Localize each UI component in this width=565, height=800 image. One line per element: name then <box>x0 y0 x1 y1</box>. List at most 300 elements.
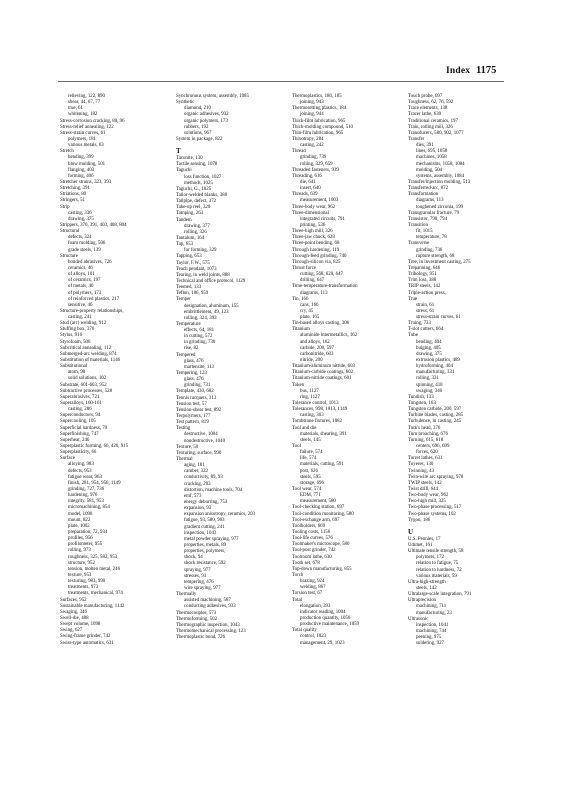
index-subentry: printing, 536 <box>300 222 326 228</box>
index-subentry: stress-strain curves, 61 <box>416 315 461 321</box>
index-subentry: defects, 324 <box>68 235 92 241</box>
index-subentry: cry, 45 <box>300 308 314 314</box>
index-entry: Template, 430, 682 <box>176 389 214 395</box>
index-subentry: cans, 166 <box>300 302 319 308</box>
index-entry: Striations, 80 <box>60 192 87 198</box>
index-entry: Tension-shear test, 892 <box>176 407 222 413</box>
index-subentry: glass, 476 <box>184 377 204 383</box>
index-subentry: bonded abrasives, 726 <box>68 259 112 265</box>
index-entry: Trim loss, 388 <box>408 278 437 284</box>
index-entry: Total <box>292 597 302 603</box>
index-entry: Tailpipe, defect, 372 <box>176 199 217 205</box>
index-subentry: relation to fatigue, 75 <box>416 561 459 567</box>
index-subentry: alloying, 983 <box>68 462 94 468</box>
index-subentry: camber, 322 <box>184 469 208 475</box>
index-subentry: carbide, 200, 597 <box>300 345 334 351</box>
index-subentry: rubbers, 192 <box>184 124 209 130</box>
index-entry: Thermally <box>176 592 197 598</box>
index-entry: Structure-property relationships, <box>60 308 124 314</box>
index-subentry: bending, 404 <box>416 339 442 345</box>
index-subentry: post, 626 <box>300 468 318 474</box>
index-subentry: stress, 61 <box>416 308 435 314</box>
index-subentry: fatigue wear, 963 <box>68 474 102 480</box>
index-entry: Tooth set, 678 <box>292 560 320 566</box>
index-entry: Threaded fasteners, 939 <box>292 167 339 173</box>
index-subentry: machining, 711 <box>416 604 447 610</box>
index-entry: Udimet, 161 <box>408 542 433 548</box>
index-subentry: soldering, 927 <box>416 641 444 647</box>
index-entry: Thermoforming, 502 <box>176 616 218 622</box>
index-subentry: polymers, 181 <box>68 136 96 142</box>
index-entry: Turret lathes, 631 <box>408 456 443 462</box>
index-entry: Trepanning, 646 <box>408 265 441 271</box>
index-subentry: designation, aluminum, 155 <box>184 303 239 309</box>
index-entry: Three-body wear, 962 <box>292 204 336 210</box>
index-subentry: relieving, 122, 890 <box>68 94 105 99</box>
index-entry: Toolroom lathe, 630 <box>292 554 332 560</box>
index-entry: Truing, 733 <box>408 321 431 327</box>
index-entry: Superconductors, 94 <box>60 413 101 419</box>
index-subentry: temperature, 78 <box>416 235 447 241</box>
index-subentry: lines, 695, 1058 <box>416 149 448 155</box>
index-entry: Structure <box>60 253 78 259</box>
index-entry: Superficial hardness, 70 <box>60 425 108 431</box>
index-entry: Train, rolling mill, 326 <box>408 124 453 130</box>
index-entry: Tolerance control, 1013 <box>292 401 339 407</box>
index-subentry: wire spraying, 977 <box>184 585 221 591</box>
index-entry: Transfer/injection molding, 513 <box>408 179 471 185</box>
index-entry: Stringers, 51 <box>60 198 85 204</box>
index-subentry: micromachining, 854 <box>68 505 110 511</box>
index-entry: Surface <box>60 456 75 462</box>
index-entry: TRIP steels, 142 <box>408 284 441 290</box>
index-entry: Tool-checking station, 697 <box>292 505 345 511</box>
index-subentry: carbonitride, 603 <box>300 351 334 357</box>
index-entry: Superheat, 246 <box>60 437 90 443</box>
index-subentry: cracking, 203 <box>184 481 211 487</box>
header-title: Index <box>446 66 471 76</box>
index-entry: Transformation <box>408 192 439 198</box>
index-entry: Tool-post grinder, 742 <box>292 548 336 554</box>
index-subentry: grinding, 736 <box>416 247 443 253</box>
index-subentry: relation to hardness, 72 <box>416 567 462 573</box>
index-entry: Thermoplastic bond, 726 <box>176 635 226 641</box>
index-subentry: strain, 61 <box>416 302 435 308</box>
index-subentry: various materials, 59 <box>416 573 457 579</box>
index-entry: Transgranular fracture, 79 <box>408 210 460 216</box>
index-entry: Thixotropy, 284 <box>292 136 324 142</box>
index-subentry: atom, 98 <box>68 370 86 376</box>
index-entry: Titanium-carbide coatings, 602 <box>292 370 354 376</box>
index-subentry: casting, 242 <box>300 143 324 149</box>
index-entry: Two-phase processing, 517 <box>408 505 462 511</box>
index-entry: Subcritical annealing, 112 <box>60 345 112 351</box>
index-subentry: life, 574 <box>300 456 317 462</box>
index-subentry: indicator reading, 1004 <box>300 609 346 615</box>
index-entry: Torch <box>292 572 304 578</box>
index-subentry: elongation, 393 <box>300 603 331 609</box>
index-subentry: structure, 952 <box>68 560 95 566</box>
index-entry: Swaging, 346 <box>60 609 87 615</box>
index-subentry: cutting, 568, 620, 647 <box>300 272 343 278</box>
index-subentry: EDM, 771 <box>300 493 321 499</box>
index-subentry: rolling, 973 <box>68 548 91 554</box>
index-entry: Tamping, 263 <box>176 211 204 217</box>
index-entry: Subtractive processes, 528 <box>60 388 113 394</box>
index-entry: Stretcher strains, 323, 393 <box>60 179 112 185</box>
index-subentry: tempering, 476 <box>184 579 214 585</box>
index-entry: Stress-relief annealing, 122 <box>60 124 114 130</box>
index-entry: Superalloys, 160-161 <box>60 401 102 407</box>
index-subentry: materials, shearing, 391 <box>300 431 347 437</box>
index-entry: Tuyeres, 130 <box>408 462 434 468</box>
index-subentry: steels, 142 <box>416 585 437 591</box>
index-entry: Swing, 627 <box>60 628 83 634</box>
index-entry: Tool-condition monitoring, 580 <box>292 511 354 517</box>
index-entry: Stretching, 391 <box>60 186 90 192</box>
index-subentry: for forming, 329 <box>184 248 217 254</box>
index-subentry: rise, 82 <box>184 346 199 352</box>
index-entry: Turbine blades, casting, 285 <box>408 413 464 419</box>
index-subentry: gradient cutting, 241 <box>184 524 225 530</box>
index-subentry: defects, 953 <box>68 468 92 474</box>
index-subentry: drawing, 377 <box>184 223 210 229</box>
index-entry: Through-feed grinding, 740 <box>292 253 347 259</box>
index-entry: Tempered <box>176 352 196 358</box>
index-subentry: joining, 943 <box>300 100 324 106</box>
index-subentry: mount, 822 <box>68 517 91 523</box>
index-entry: Styrofoam, 506 <box>60 339 91 345</box>
index-entry: Tungsten carbide, 200, 597 <box>408 407 462 413</box>
index-subentry: swaging, 346 <box>416 388 443 394</box>
index-subentry: properties, polymers, <box>184 549 226 555</box>
index-entry: Tungsten, 163 <box>408 401 436 407</box>
index-subentry: extrusion plastics, 489 <box>416 358 460 364</box>
header-rule <box>58 81 504 82</box>
index-subentry: treatments, mechanical, 974 <box>68 591 123 597</box>
index-entry: Tool <box>292 444 301 450</box>
index-subentry: production quantity, 1056 <box>300 615 351 621</box>
index-subentry: destructive, 1004 <box>184 432 218 438</box>
index-subentry: various metals, 63 <box>68 143 104 149</box>
index-subentry: measurement, 580 <box>300 499 336 505</box>
index-entry: Testing <box>176 426 191 432</box>
index-entry: Trace elements, 138 <box>408 106 448 112</box>
index-entry: Technical and office protocol, 1129 <box>176 278 246 284</box>
index-subentry: rolling, 331 <box>416 376 439 382</box>
index-entry: Tribology, 951 <box>408 272 437 278</box>
index-entry: Tooling costs, 1156 <box>292 529 331 535</box>
index-entry: Through hardening, 119 <box>292 247 340 253</box>
index-entry: Total quality <box>292 628 317 634</box>
index-entry: Transition <box>408 222 428 228</box>
index-entry: Two-phase systems, 102 <box>408 511 456 517</box>
index-subentry: hydroforming, 404 <box>416 364 453 370</box>
index-entry: Swiss-type automatics, 631 <box>60 640 114 646</box>
index-entry: Taguchi <box>176 168 192 174</box>
index-entry: Threads, 639 <box>292 192 318 198</box>
index-entry: Tree, in investment casting, 275 <box>408 259 471 265</box>
index-subentry: aluminide intermetallics, 162 <box>300 333 358 339</box>
index-entry: Stretch <box>60 149 74 155</box>
index-entry: Tolerances, 998, 1013, 1149 <box>292 407 348 413</box>
index-entry: Titanium-nitride coatings, 601 <box>292 376 352 382</box>
index-subentry: integrity, 581, 953 <box>68 499 104 505</box>
index-entry: Stress-strain curves, 61 <box>60 130 106 136</box>
index-subentry: hardening, 976 <box>68 493 98 499</box>
index-entry: Traditional ceramics, 197 <box>408 118 458 124</box>
index-entry: Through-silicon via, 825 <box>292 259 341 265</box>
index-subentry: measurement, 1003 <box>300 198 339 204</box>
index-entry: Thick-film lubrication, 965 <box>292 118 346 124</box>
index-subentry: energy deburring, 753 <box>184 500 228 505</box>
index-subentry: expansion anisotropy, ceramics, 203 <box>184 512 255 518</box>
index-entry: Ultralarge-scale integration, 791 <box>408 592 472 598</box>
index-entry: Teflon, 186, 959 <box>176 291 209 297</box>
index-subentry: peening, 975 <box>416 635 442 641</box>
index-subentry: aging, 181 <box>184 463 205 469</box>
index-subentry: metal powder spraying, 977 <box>184 536 239 542</box>
index-subentry: rupture strength, 68 <box>416 253 455 259</box>
index-subentry: casting, 303 <box>300 413 324 419</box>
index-column-4 <box>408 94 512 647</box>
index-subentry: grinding, 727, 736 <box>68 487 105 492</box>
index-subentry: insert, 640 <box>300 186 321 192</box>
index-subentry: rolling, 326 <box>184 229 207 235</box>
index-entry: Superabrasives, 721 <box>60 394 100 400</box>
index-subentry: ceramics, 46 <box>68 265 93 271</box>
index-entry: Superfinishing, 747 <box>60 431 99 437</box>
index-subentry: drilling, 647 <box>300 278 325 284</box>
index-entry: Substrate, 601-603, 952 <box>60 382 107 388</box>
index-entry: Titanium-aluminum nitride, 603 <box>292 364 355 370</box>
index-subentry: diagrams, 113 <box>416 198 444 204</box>
index-entry: T-slot cutters, 664 <box>408 327 444 333</box>
index-subentry: nondestructive, 1040 <box>184 438 226 444</box>
index-entry: Sustainable manufacturing, 1142 <box>60 603 125 609</box>
index-entry: Token <box>292 382 305 388</box>
index-entry: Synthetic <box>176 100 195 106</box>
index-entry: Stud (arc) welding, 912 <box>60 321 107 327</box>
index-entry: Tailor-welded blanks, 388 <box>176 192 228 198</box>
index-entry: Tandem <box>176 217 192 223</box>
index-subentry: of polymers, 173 <box>68 290 102 296</box>
index-subentry: of reinforced plastics, 217 <box>68 296 120 302</box>
index-subentry: shock, 94 <box>184 555 203 561</box>
index-subentry: casting, 286 <box>68 407 92 413</box>
index-subentry: whitening, 182 <box>68 112 98 118</box>
index-entry: Transferred-arc, 872 <box>408 186 449 192</box>
index-subentry: roughness, 325, 582, 953 <box>68 554 118 560</box>
index-subentry: diagrams, 113 <box>300 290 328 296</box>
index-subentry: die, 641 <box>300 179 316 185</box>
index-entry: Texture, 50 <box>176 444 199 450</box>
index-entry: Toughness, 62, 76, 592 <box>408 100 454 106</box>
index-entry: Time-temperature-transformation <box>292 284 358 290</box>
index-subentry: casting, 336 <box>68 210 92 216</box>
index-subentry: emf, 573 <box>184 493 202 499</box>
index-subentry: profiles, 956 <box>68 536 93 542</box>
index-entry: Tool wear, 574 <box>292 487 322 492</box>
index-subentry: inspection, 1041 <box>416 622 449 628</box>
index-subentry: shock resistance, 592 <box>184 561 226 567</box>
index-entry: U.S. Pennies, 17 <box>408 536 441 542</box>
index-entry: Temperature <box>176 321 201 327</box>
index-entry: Tundish, 133 <box>408 394 434 400</box>
index-entry: Toolmaker's microscope, 580 <box>292 542 350 548</box>
index-subentry: inspection, 1043 <box>184 530 217 536</box>
index-subentry: polymers, 172 <box>416 555 444 561</box>
index-entry: Three-point bending, 68 <box>292 241 340 247</box>
index-subentry: in grinding, 730 <box>184 340 216 346</box>
index-entry: Tactile sensing, 1078 <box>176 162 218 168</box>
index-entry: Transfer <box>408 136 425 142</box>
running-header <box>0 66 565 80</box>
index-subentry: drawing, 375 <box>68 216 94 222</box>
index-entry: Threading, 616 <box>292 173 322 179</box>
index-entry: Swing-frame grinder, 742 <box>60 634 111 640</box>
index-entry: True <box>408 296 418 302</box>
index-entry: Turk's head, 376 <box>408 425 441 431</box>
index-subentry: diamond, 210 <box>184 106 211 112</box>
index-entry: Superplastic forming, 66, 420, 915 <box>60 444 129 450</box>
index-entry: Twin-wire arc spraying, 978 <box>408 474 464 480</box>
index-subentry: model, 1098 <box>68 511 93 517</box>
index-subentry: manufacturing, 331 <box>416 370 455 376</box>
index-entry: Thermomechanical processing, 123 <box>176 628 246 634</box>
index-subentry: preparation, 72, 934 <box>68 529 108 535</box>
index-subentry: profilometer, 955 <box>68 542 103 548</box>
index-subentry: plate, 1002 <box>68 523 90 529</box>
index-subentry: control, 1023 <box>300 634 327 640</box>
index-entry: Two-body wear, 962 <box>408 493 449 499</box>
index-subentry: conducting adhesives, 933 <box>184 604 236 610</box>
index-column-1 <box>60 94 164 647</box>
index-subentry: dies, 391 <box>416 143 434 149</box>
index-subentry: grinding, 739 <box>300 155 327 161</box>
index-entry: Toolholders, 669 <box>292 523 326 529</box>
index-subentry: flanging, 403 <box>68 167 95 173</box>
index-entry: Strip <box>60 204 70 210</box>
index-subentry: welding, 867 <box>300 585 326 591</box>
index-entry: Turbulence, in casting, 245 <box>408 419 462 425</box>
index-entry: Ultra-high-strength <box>408 579 446 585</box>
index-column-3 <box>292 94 396 647</box>
index-subentry: fatigue, 93, 580, 963 <box>184 518 225 524</box>
index-subentry: bus, 1127 <box>300 388 319 394</box>
index-subentry: foam molding, 506 <box>68 241 106 247</box>
index-subentry: sensitive, 46 <box>68 302 93 308</box>
index-entry: Three-high mill, 326 <box>292 229 333 235</box>
index-entry: Terpolymers, 177 <box>176 414 211 420</box>
index-subentry: centers, 696, 699 <box>416 444 450 450</box>
index-subentry: finish, 281, 954, 956, 1149 <box>68 480 121 486</box>
index-entry: Thread <box>292 149 306 155</box>
index-subentry: of metals, 40 <box>68 284 94 290</box>
index-subentry: molding, 504 <box>416 167 443 173</box>
index-entry: Thermocouples, 573 <box>176 610 217 616</box>
index-entry: Taguchi, G., 1025 <box>176 186 212 192</box>
index-subentry: toughened zirconia, 199 <box>416 204 464 210</box>
index-entry: Thin-film lubrication, 965 <box>292 130 344 136</box>
index-subentry: distortion, machine tools, 704 <box>184 487 243 493</box>
index-subentry: storage, 696 <box>300 480 324 486</box>
index-subentry: forces, 620 <box>416 450 438 456</box>
index-entry: Stylus, 916 <box>60 333 83 339</box>
index-subentry: joining, 944 <box>300 112 324 118</box>
index-entry: Tapping, 653 <box>176 254 202 260</box>
index-subentry: spraying, 977 <box>184 567 211 573</box>
index-entry: Thick-molding compound, 510 <box>292 124 353 130</box>
index-subentry: in cutting, 572 <box>184 334 213 340</box>
index-entry: Tube <box>408 333 418 339</box>
index-subentry: grade steels, 139 <box>68 247 101 253</box>
index-subentry: loss function, 1027 <box>184 174 222 180</box>
index-subentry: glass, 476 <box>184 358 204 364</box>
index-entry: Tracer lathe, 630 <box>408 112 442 118</box>
index-subentry: plate, 165 <box>300 315 320 321</box>
index-entry: Tygon, 186 <box>408 517 431 523</box>
index-subentry: management, 29, 1023 <box>300 640 345 646</box>
index-entry: Tin-based alloys casting, 306 <box>292 321 350 327</box>
index-subentry: casting, 241 <box>68 315 92 321</box>
index-subentry: texture, 953 <box>68 572 92 578</box>
index-subentry: systems, assembly, 1084 <box>416 173 465 179</box>
index-entry: Twist drill, 644 <box>408 487 438 492</box>
index-subentry: integrated circuits, 791 <box>300 216 345 222</box>
index-subentry: texturing, 983, 990 <box>68 579 106 585</box>
index-subentry: effects, 64, 181 <box>184 328 215 334</box>
index-subentry: failure, 574 <box>300 450 323 456</box>
index-entry: TWIP steels, 142 <box>408 480 442 486</box>
index-entry: Taconite, 130 <box>176 156 203 162</box>
index-entry: Teemed, 133 <box>176 285 202 291</box>
index-entry: Test pattern, 819 <box>176 420 209 426</box>
index-entry: System in package, 822 <box>176 136 223 142</box>
index-entry: Ultraprecision <box>408 598 436 604</box>
page-number: 1175 <box>476 65 497 76</box>
index-subentry: solutions, 967 <box>184 130 212 136</box>
index-entry: Stress-corrosion cracking, 80, 96 <box>60 118 125 124</box>
index-subentry: machines, 1058 <box>416 155 447 161</box>
index-entry: Texturing, surface, 990 <box>176 450 222 456</box>
index-entry: Tin, 166 <box>292 296 309 302</box>
index-subentry: productive maintenance, 1059 <box>300 622 360 628</box>
index-subentry: machining, 744 <box>416 628 447 634</box>
index-entry: Taylor, F.W., 575 <box>176 260 210 266</box>
index-entry: Structural <box>60 229 80 235</box>
index-entry: Substitutional <box>60 364 88 370</box>
index-entry: Top-down manufacturing, 855 <box>292 566 352 572</box>
index-subentry: of ceramics, 197 <box>68 278 101 284</box>
index-subentry: ring, 1127 <box>300 394 320 400</box>
index-entry: Substitution of materials, 1146 <box>60 358 121 364</box>
index-entry: Stuffing box, 376 <box>60 327 95 333</box>
index-subentry: brazing, 924 <box>300 579 325 585</box>
index-subentry: nitride, 200 <box>300 358 323 364</box>
index-subentry: steels, 145 <box>300 437 321 443</box>
index-entry: Thermoplastics, 180, 185 <box>292 94 342 99</box>
index-entry: Supercooling, 105 <box>60 419 96 425</box>
index-subentry: blow molding, 501 <box>68 161 106 167</box>
index-entry: Three-jaw chuck, 628 <box>292 235 335 241</box>
index-subentry: grinding, 731 <box>184 383 211 389</box>
index-subentry: organic polymers, 173 <box>184 118 228 124</box>
index-entry: Titanium <box>292 327 310 333</box>
index-subentry: martensite, 113 <box>184 364 214 370</box>
index-entry: Tantalum, 164 <box>176 235 205 241</box>
index-subentry: conductivity, 89, 93 <box>184 475 223 481</box>
